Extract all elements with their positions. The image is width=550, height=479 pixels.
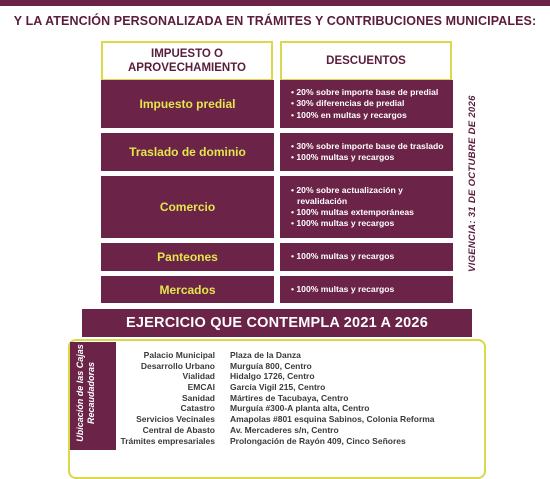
office-row <box>118 361 435 372</box>
discounts-mercados <box>280 276 453 303</box>
office-row <box>118 371 435 382</box>
office-address: Plaza de la Danza <box>230 350 301 360</box>
office-name: Servicios Vecinales <box>136 414 215 425</box>
office-row <box>118 393 435 404</box>
cajas-label-panel <box>70 342 116 450</box>
category-traslado-dominio: Traslado de dominio <box>101 133 274 171</box>
office-row <box>118 414 435 425</box>
office-name: Palacio Municipal <box>143 350 215 360</box>
header-impuesto: IMPUESTO O APROVECHAMIENTO <box>101 41 273 81</box>
office-address: Prolongación de Rayón 409, Cinco Señores <box>230 435 406 446</box>
discounts-impuesto-predial <box>280 80 453 128</box>
cajas-label: Ubicación de las Cajas Recaudadoras <box>75 344 96 442</box>
office-address: Av. Mercaderes s/n, Centro <box>230 424 339 435</box>
office-address: Mártires de Tacubaya, Centro <box>230 392 349 403</box>
office-row <box>118 403 435 414</box>
discount-item: • 100% multas y recargos <box>291 152 395 162</box>
office-address: Murguía 800, Centro <box>230 360 312 371</box>
category-mercados: Mercados <box>101 276 274 303</box>
office-row <box>118 350 435 361</box>
office-address: Amapolas #801 esquina Sabinos, Colonia Reforma <box>230 414 435 425</box>
discount-item: • 100% multas y recargos <box>291 251 395 262</box>
discount-item: • 30% diferencias de predial <box>291 98 405 109</box>
office-address: Murguía #300-A planta alta, Centro <box>230 403 370 414</box>
office-name: EMCAI <box>187 382 215 393</box>
office-name: Catastro <box>180 403 215 414</box>
office-address: García Vigil 215, Centro <box>230 382 326 393</box>
vigencia-label: VIGENCIA: 31 DE OCTUBRE DE 2026 <box>467 95 478 272</box>
discount-item: • 100% en multas y recargos <box>291 109 407 120</box>
office-list <box>118 350 435 446</box>
office-name: Sanidad <box>181 392 215 403</box>
discount-item: • 20% sobre importe base de predial <box>291 87 439 98</box>
headline: Y LA ATENCIÓN PERSONALIZADA EN TRÁMITES Y CONTRIBUCIONES MUNICIPALES: <box>13 14 537 28</box>
discount-item: revalidación <box>297 195 348 206</box>
discount-item: • 20% sobre actualización y <box>291 184 403 195</box>
office-address: Hidalgo 1726, Centro <box>230 371 315 382</box>
office-name: Trámites empresariales <box>120 435 215 446</box>
office-name: Vialidad <box>182 371 215 382</box>
discount-item: • 100% multas y recargos <box>291 283 395 294</box>
office-row <box>118 425 435 436</box>
ejercicio-banner: EJERCICIO QUE CONTEMPLA 2021 A 2026 <box>82 309 472 337</box>
discounts-panteones <box>280 243 453 271</box>
office-name: Central de Abasto <box>142 424 215 435</box>
discount-item: • 100% multas y recargos <box>291 218 395 229</box>
top-band <box>0 0 550 6</box>
category-impuesto-predial: Impuesto predial <box>101 80 274 128</box>
discounts-traslado-dominio <box>280 133 453 171</box>
discount-item: • 100% multas extemporáneas <box>291 207 414 217</box>
office-name: Desarrollo Urbano <box>140 360 215 371</box>
category-panteones: Panteones <box>101 243 274 271</box>
header-descuentos: DESCUENTOS <box>280 41 452 81</box>
discounts-comercio <box>280 176 453 238</box>
office-row <box>118 436 435 447</box>
office-row <box>118 382 435 393</box>
category-comercio: Comercio <box>101 176 274 238</box>
discount-item: • 30% sobre importe base de traslado <box>291 140 444 151</box>
